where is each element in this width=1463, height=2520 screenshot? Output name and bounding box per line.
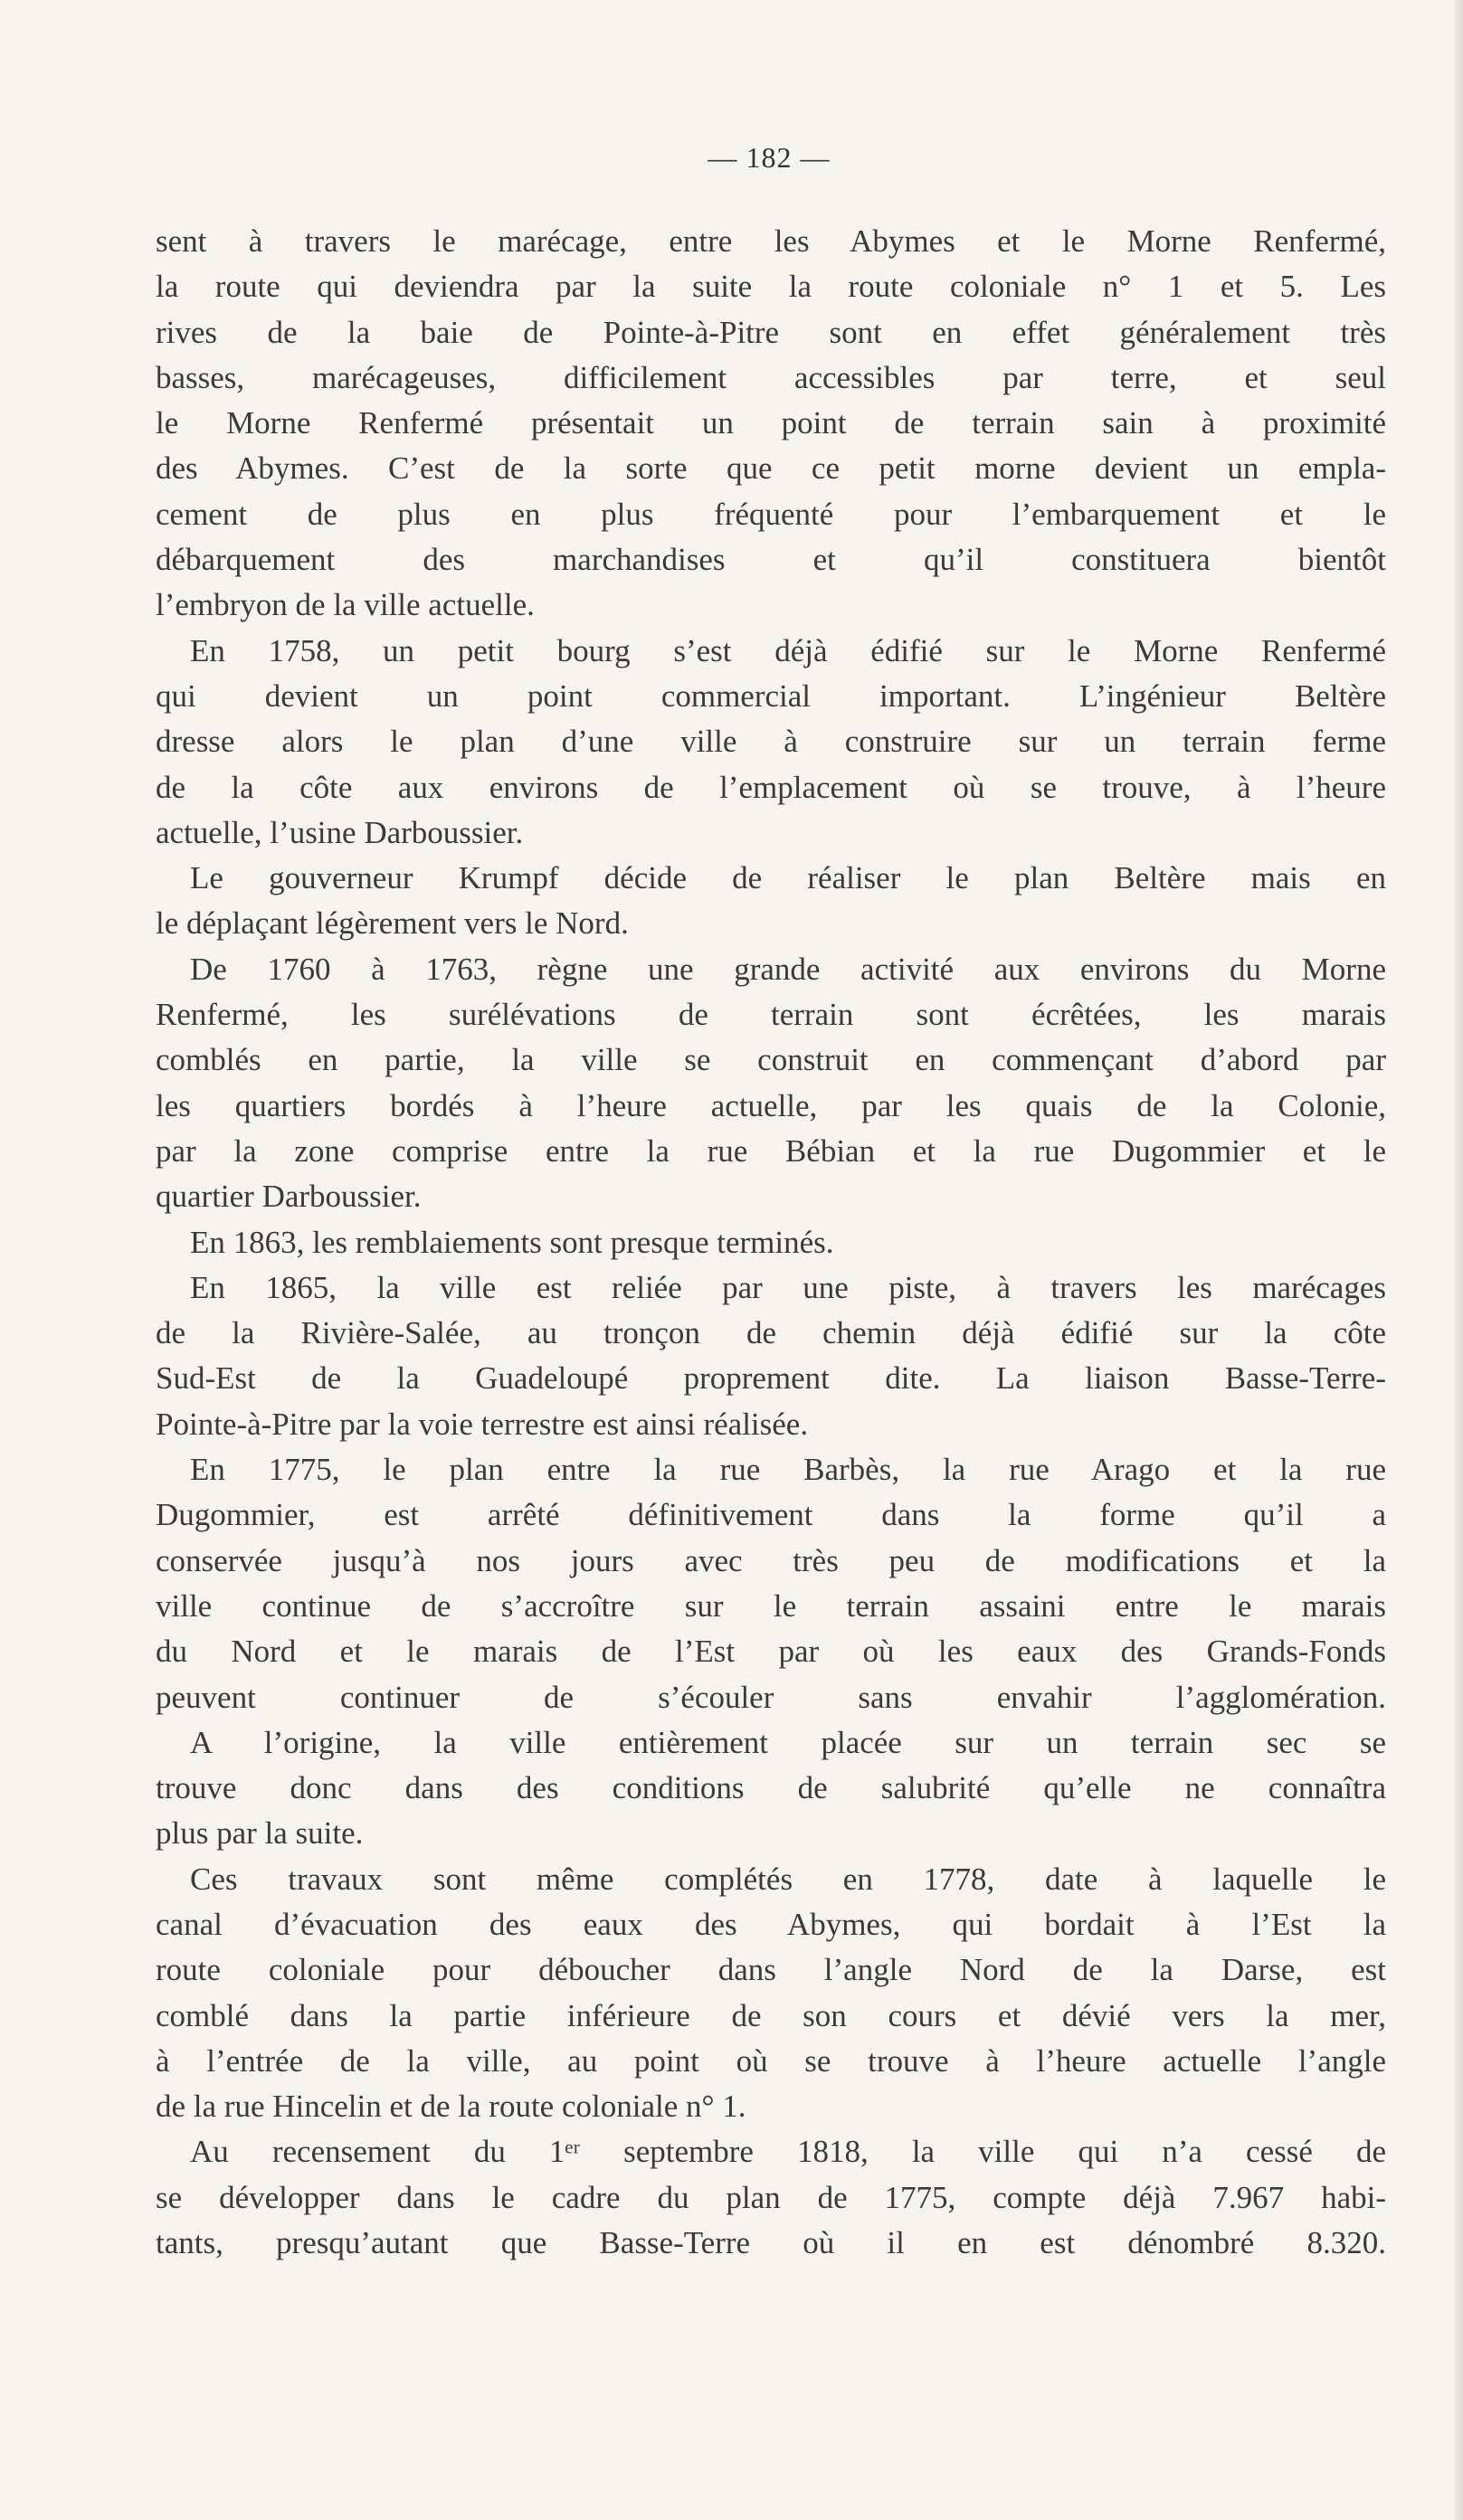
text-line: l’embryon de la ville actuelle. <box>156 587 535 623</box>
text-line: comblés en partie, la ville se construit en commençant d’abord par <box>156 1042 1386 1078</box>
text-line: Au recensement du 1ᵉʳ septembre 1818, la ville qui n’a cessé de <box>190 2134 1386 2170</box>
text-line: de la rue Hincelin et de la route coloniale n° 1. <box>156 2089 746 2125</box>
text-line: à l’entrée de la ville, au point où se trouve à l’heure actuelle l’angle <box>156 2042 1386 2079</box>
paragraph <box>156 947 1386 1220</box>
text-line: le déplaçant légèrement vers le Nord. <box>156 905 629 942</box>
text-line: route coloniale pour déboucher dans l’angle Nord de la Darse, est <box>156 1952 1386 1988</box>
text-line: rives de la baie de Pointe-à-Pitre sont en effet généralement très <box>156 314 1386 350</box>
paragraph <box>156 856 1386 947</box>
text-line: la route qui deviendra par la suite la route coloniale n° 1 et 5. Les <box>156 269 1386 305</box>
text-line: le Morne Renfermé présentait un point de terrain sain à proximité <box>156 405 1386 441</box>
text-line: de la côte aux environs de l’emplacement où se trouve, à l’heure <box>156 769 1386 805</box>
text-line: canal d’évacuation des eaux des Abymes, qui bordait à l’Est la <box>156 1906 1386 1942</box>
page-number: — 182 — <box>708 141 831 174</box>
text-line: En 1863, les remblaiements sont presque terminés. <box>190 1224 834 1260</box>
paragraph <box>156 1857 1386 2130</box>
text-line: Renfermé, les surélévations de terrain sont écrêtées, les marais <box>156 997 1386 1033</box>
text-line: de la Rivière-Salée, au tronçon de chemin déjà édifié sur la côte <box>156 1315 1386 1351</box>
text-line: En 1758, un petit bourg s’est déjà édifié sur le Morne Renfermé <box>190 632 1386 668</box>
text-line: cement de plus en plus fréquenté pour l’embarquement et le <box>156 496 1386 532</box>
text-line: quartier Darboussier. <box>156 1179 422 1215</box>
paragraph <box>156 1220 1386 1265</box>
paragraph <box>156 1447 1386 1720</box>
text-line: trouve donc dans des conditions de salubrité qu’elle ne connaîtra <box>156 1770 1386 1806</box>
text-line: par la zone comprise entre la rue Bébian et la rue Dugommier et le <box>156 1132 1386 1169</box>
text-line: les quartiers bordés à l’heure actuelle, par les quais de la Colonie, <box>156 1087 1386 1123</box>
text-line: A l’origine, la ville entièrement placée sur un terrain sec se <box>190 1724 1386 1760</box>
text-line: basses, marécageuses, difficilement accessibles par terre, et seul <box>156 359 1386 395</box>
text-line: Sud-Est de la Guadeloupé proprement dite. La liaison Basse-Terre- <box>156 1360 1386 1397</box>
paragraph <box>156 1265 1386 1447</box>
text-line: peuvent continuer de s’écouler sans envahir l’agglomération. <box>156 1679 1386 1715</box>
text-line: dresse alors le plan d’une ville à construire sur un terrain ferme <box>156 724 1386 760</box>
text-line: sent à travers le marécage, entre les Abymes et le Morne Renfermé, <box>156 223 1386 259</box>
text-line: conservée jusqu’à nos jours avec très peu de modifications et la <box>156 1542 1386 1578</box>
text-line: tants, presqu’autant que Basse-Terre où il en est dénombré 8.320. <box>156 2225 1386 2261</box>
paragraph <box>156 219 1386 629</box>
text-line: qui devient un point commercial important. L’ingénieur Beltère <box>156 677 1386 714</box>
text-line: Le gouverneur Krumpf décide de réaliser le plan Beltère mais en <box>190 860 1386 896</box>
text-line: comblé dans la partie inférieure de son cours et dévié vers la mer, <box>156 1997 1386 2033</box>
text-line: actuelle, l’usine Darboussier. <box>156 814 524 850</box>
text-line: Dugommier, est arrêté définitivement dans la forme qu’il a <box>156 1497 1386 1533</box>
text-line: des Abymes. C’est de la sorte que ce petit morne devient un empla- <box>156 450 1386 487</box>
paragraph <box>156 629 1386 856</box>
text-line: débarquement des marchandises et qu’il constituera bientôt <box>156 542 1386 578</box>
text-line: Ces travaux sont même complétés en 1778, date à laquelle le <box>190 1861 1386 1897</box>
text-line: se développer dans le cadre du plan de 1775, compte déjà 7.967 habi- <box>156 2179 1386 2215</box>
body-text <box>156 219 1386 2266</box>
text-line: du Nord et le marais de l’Est par où les eaux des Grands-Fonds <box>156 1634 1386 1670</box>
page-edge-shadow <box>1454 0 1463 2520</box>
text-line: De 1760 à 1763, règne une grande activité aux environs du Morne <box>190 951 1386 987</box>
text-line: En 1865, la ville est reliée par une piste, à travers les marécages <box>190 1269 1386 1305</box>
text-line: ville continue de s’accroître sur le terrain assaini entre le marais <box>156 1587 1386 1624</box>
text-line: En 1775, le plan entre la rue Barbès, la rue Arago et la rue <box>190 1452 1386 1488</box>
text-line: Pointe-à-Pitre par la voie terrestre est ainsi réalisée. <box>156 1406 809 1442</box>
paragraph <box>156 1720 1386 1857</box>
text-line: plus par la suite. <box>156 1815 364 1852</box>
paragraph <box>156 2129 1386 2266</box>
